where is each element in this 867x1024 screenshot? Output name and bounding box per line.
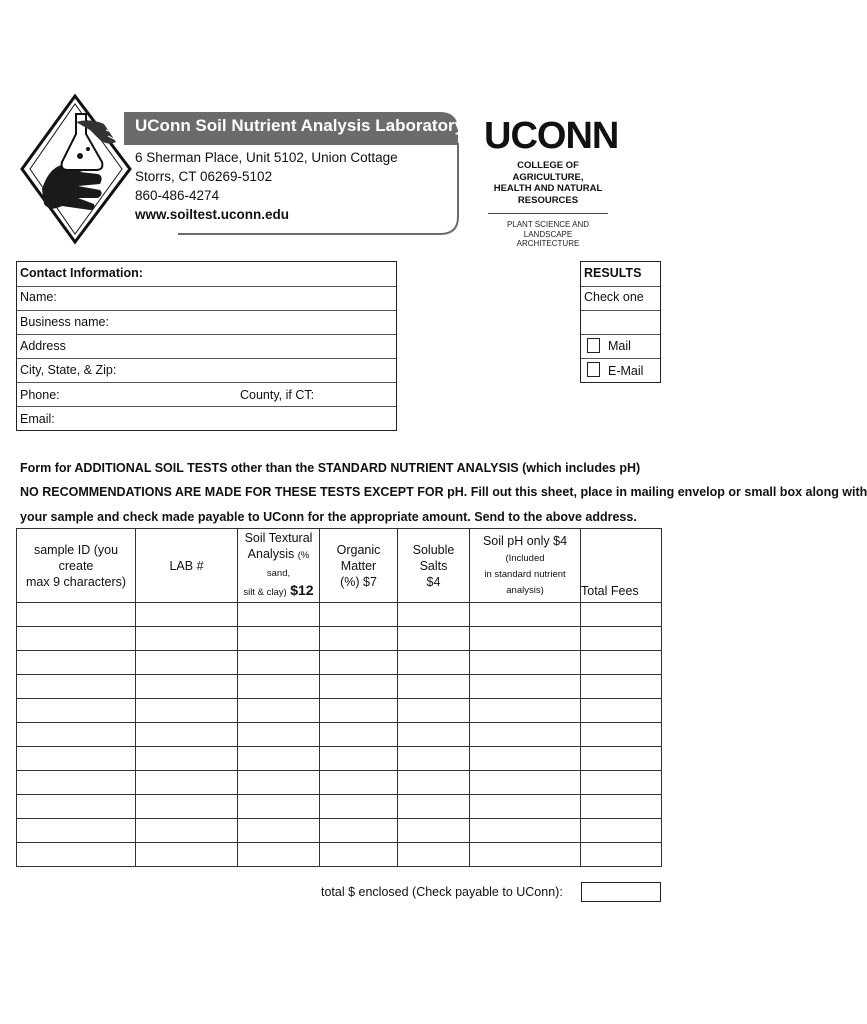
city-state-zip-field-label[interactable]: City, State, & Zip: (20, 363, 117, 377)
lab-title: UConn Soil Nutrient Analysis Laboratory (135, 116, 465, 135)
salts-cell[interactable] (398, 603, 470, 627)
lab-address-line-1: 6 Sherman Place, Unit 5102, Union Cottage (135, 150, 398, 165)
college-line-1: COLLEGE OF AGRICULTURE, (512, 160, 584, 183)
organic-matter-header (320, 529, 398, 603)
salts-cell[interactable] (398, 699, 470, 723)
contact-heading: Contact Information: (20, 266, 143, 280)
results-check-one: Check one (584, 290, 644, 304)
college-line-3: RESOURCES (517, 194, 579, 206)
lab-phone: 860-486-4274 (135, 188, 220, 203)
total-fees-cell[interactable] (581, 771, 662, 795)
salts-cell[interactable] (398, 675, 470, 699)
total-fees-cell[interactable] (581, 699, 662, 723)
organic-cell[interactable] (320, 675, 398, 699)
salts-cell[interactable] (398, 843, 470, 867)
name-field-label[interactable]: Name: (20, 290, 57, 304)
lab-number-header: LAB # (136, 529, 238, 603)
salts-cell[interactable] (398, 627, 470, 651)
soil-lab-logo-icon (20, 94, 140, 244)
texture-cell[interactable] (238, 699, 320, 723)
organic-cell[interactable] (320, 843, 398, 867)
organic-cell[interactable] (320, 819, 398, 843)
lab-address-line-2: Storrs, CT 06269-5102 (135, 169, 273, 184)
ph-cell[interactable] (470, 651, 581, 675)
sample-id-cell[interactable] (17, 603, 136, 627)
texture-header-line-2: Analysis (247, 547, 295, 561)
organic-cell[interactable] (320, 651, 398, 675)
table-row[interactable] (17, 627, 662, 651)
total-enclosed-label: total $ enclosed (Check payable to UConn): (321, 885, 563, 899)
mail-option-label: Mail (608, 339, 631, 353)
instructions-line-3: your sample and check made payable to UConn for the appropriate amount. Send to the above address. (20, 510, 637, 524)
total-fees-cell[interactable] (581, 603, 662, 627)
salts-cell[interactable] (398, 651, 470, 675)
college-line-2: HEALTH AND NATURAL (493, 183, 603, 194)
phone-field-label[interactable]: Phone: (20, 388, 60, 402)
ph-cell[interactable] (470, 771, 581, 795)
texture-cell[interactable] (238, 723, 320, 747)
table-row[interactable] (17, 603, 662, 627)
soil-ph-header (470, 529, 581, 603)
uconn-divider (488, 213, 608, 214)
organic-header-line-2: (%) $7 (340, 574, 377, 589)
lab-number-cell[interactable] (136, 843, 238, 867)
county-field-label[interactable]: County, if CT: (240, 388, 315, 402)
business-name-field-label[interactable]: Business name: (20, 315, 109, 329)
instructions-line-2: NO RECOMMENDATIONS ARE MADE FOR THESE TESTS EXCEPT FOR pH. Fill out this sheet, place in mailing envelop or small box along with (20, 485, 867, 499)
texture-header-line-4: silt & clay) (243, 587, 287, 598)
total-enclosed-field[interactable] (581, 882, 661, 902)
sample-id-header-line-1: sample ID (you create (33, 542, 119, 573)
texture-cell[interactable] (238, 795, 320, 819)
total-fees-cell[interactable] (581, 795, 662, 819)
uconn-wordmark: UCONN (484, 115, 619, 157)
organic-cell[interactable] (320, 603, 398, 627)
sample-id-cell[interactable] (17, 651, 136, 675)
table-row[interactable] (17, 699, 662, 723)
ph-cell[interactable] (470, 723, 581, 747)
texture-cell[interactable] (238, 675, 320, 699)
ph-header-line-1: Soil pH only $4 (482, 533, 568, 548)
lab-number-cell[interactable] (136, 771, 238, 795)
texture-cell[interactable] (238, 627, 320, 651)
lab-website: www.soiltest.uconn.edu (135, 207, 290, 222)
sample-id-cell[interactable] (17, 675, 136, 699)
ph-cell[interactable] (470, 627, 581, 651)
instructions-line-1: Form for ADDITIONAL SOIL TESTS other than the STANDARD NUTRIENT ANALYSIS (which includes pH) (20, 461, 641, 475)
lab-number-cell[interactable] (136, 699, 238, 723)
soluble-salts-header (398, 529, 470, 603)
total-fees-cell[interactable] (581, 627, 662, 651)
total-fees-cell[interactable] (581, 723, 662, 747)
sample-id-cell[interactable] (17, 699, 136, 723)
salts-cell[interactable] (398, 795, 470, 819)
ph-cell[interactable] (470, 675, 581, 699)
lab-number-cell[interactable] (136, 795, 238, 819)
sample-id-cell[interactable] (17, 723, 136, 747)
lab-number-cell[interactable] (136, 627, 238, 651)
ph-cell[interactable] (470, 819, 581, 843)
sample-id-cell[interactable] (17, 819, 136, 843)
ph-cell[interactable] (470, 699, 581, 723)
salts-cell[interactable] (398, 819, 470, 843)
texture-price: $12 (290, 582, 314, 598)
sample-id-header-line-2: max 9 characters) (25, 574, 127, 589)
table-row[interactable] (17, 747, 662, 771)
lab-number-cell[interactable] (136, 675, 238, 699)
total-fees-cell[interactable] (581, 651, 662, 675)
salts-header-line-1: Soluble Salts (412, 542, 455, 573)
sample-id-cell[interactable] (17, 627, 136, 651)
ph-header-line-2: (Included (505, 552, 545, 564)
sample-id-header (17, 529, 136, 603)
table-row[interactable] (17, 723, 662, 747)
table-row[interactable] (17, 843, 662, 867)
texture-header-line-3: (% sand, (266, 550, 310, 579)
table-row[interactable] (17, 795, 662, 819)
ph-header-line-3: in standard nutrient analysis) (484, 568, 566, 596)
table-row[interactable] (17, 675, 662, 699)
texture-cell[interactable] (238, 603, 320, 627)
contact-information-box (16, 261, 397, 431)
ph-cell[interactable] (470, 843, 581, 867)
dept-line-1: PLANT SCIENCE AND LANDSCAPE (506, 220, 590, 239)
lab-number-cell[interactable] (136, 723, 238, 747)
salts-cell[interactable] (398, 723, 470, 747)
additional-tests-table (16, 528, 662, 867)
total-fees-header: Total Fees (581, 529, 662, 603)
address-field-label[interactable]: Address (20, 339, 66, 353)
texture-cell[interactable] (238, 843, 320, 867)
salts-cell[interactable] (398, 747, 470, 771)
organic-cell[interactable] (320, 747, 398, 771)
organic-cell[interactable] (320, 723, 398, 747)
organic-cell[interactable] (320, 795, 398, 819)
results-heading: RESULTS (584, 266, 642, 280)
texture-cell[interactable] (238, 819, 320, 843)
salts-header-line-2: $4 (426, 574, 441, 589)
salts-cell[interactable] (398, 771, 470, 795)
organic-cell[interactable] (320, 699, 398, 723)
ph-cell[interactable] (470, 795, 581, 819)
texture-header-line-1: Soil Textural (244, 531, 313, 545)
table-header-row (17, 529, 662, 603)
sample-id-cell[interactable] (17, 771, 136, 795)
table-row[interactable] (17, 819, 662, 843)
sample-id-cell[interactable] (17, 795, 136, 819)
soil-texture-header (238, 529, 320, 603)
lab-number-cell[interactable] (136, 603, 238, 627)
texture-cell[interactable] (238, 651, 320, 675)
ph-cell[interactable] (470, 603, 581, 627)
lab-number-cell[interactable] (136, 747, 238, 771)
email-field-label[interactable]: Email: (20, 412, 55, 426)
email-option-label: E-Mail (608, 364, 644, 378)
sample-id-cell[interactable] (17, 747, 136, 771)
sample-id-cell[interactable] (17, 843, 136, 867)
dept-line-2: ARCHITECTURE (516, 239, 580, 248)
ph-cell[interactable] (470, 747, 581, 771)
table-row[interactable] (17, 771, 662, 795)
organic-cell[interactable] (320, 627, 398, 651)
total-fees-cell[interactable] (581, 819, 662, 843)
total-fees-cell[interactable] (581, 747, 662, 771)
texture-cell[interactable] (238, 771, 320, 795)
lab-number-cell[interactable] (136, 651, 238, 675)
total-fees-cell[interactable] (581, 843, 662, 867)
total-fees-cell[interactable] (581, 675, 662, 699)
texture-cell[interactable] (238, 747, 320, 771)
organic-header-line-1: Organic Matter (336, 542, 381, 573)
mail-checkbox[interactable] (587, 338, 600, 353)
lab-number-cell[interactable] (136, 819, 238, 843)
organic-cell[interactable] (320, 771, 398, 795)
table-row[interactable] (17, 651, 662, 675)
email-checkbox[interactable] (587, 362, 600, 377)
uconn-logo-block (484, 115, 619, 249)
